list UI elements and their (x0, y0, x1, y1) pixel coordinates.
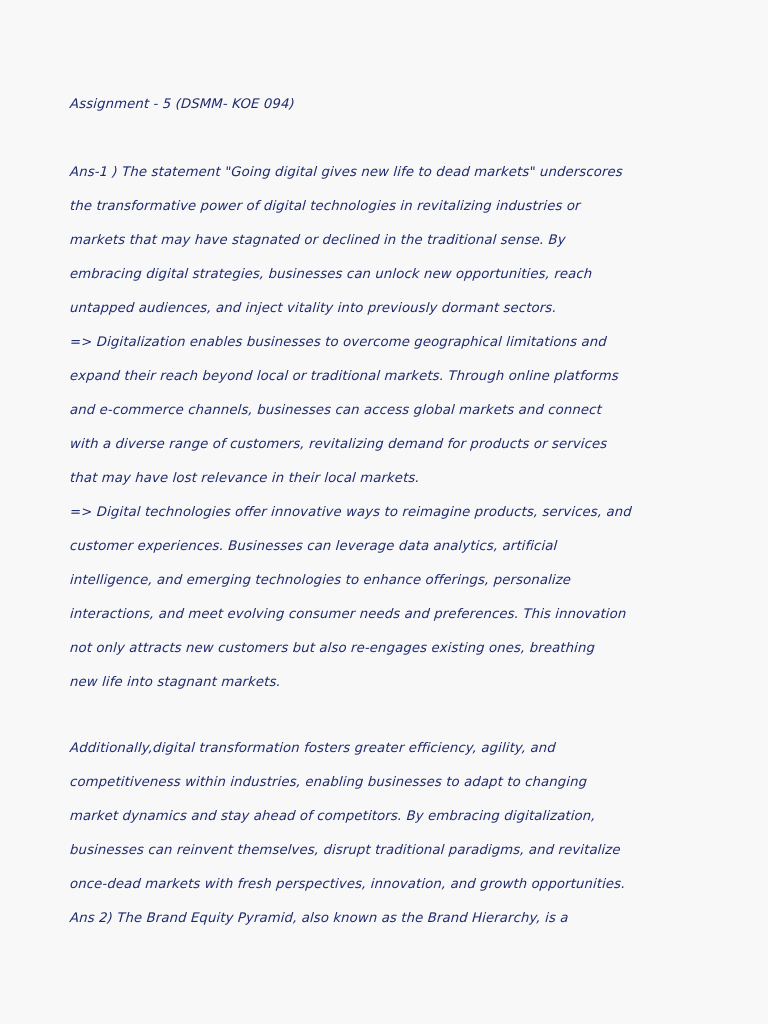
text-line: Ans-1 ) The statement "Going digital gives new life to dead markets" underscores (69, 165, 624, 180)
text-line: markets that may have stagnated or declined in the traditional sense. By (69, 233, 567, 248)
text-line: interactions, and meet evolving consumer needs and preferences. This innovation (69, 607, 627, 622)
text-line: expand their reach beyond local or traditional markets. Through online platforms (69, 369, 620, 384)
text-line: and e-commerce channels, businesses can access global markets and connect (69, 403, 603, 418)
text-line: competitiveness within industries, enabling businesses to adapt to changing (69, 775, 588, 790)
text-line: market dynamics and stay ahead of competitors. By embracing digitalization, (69, 809, 597, 824)
text-line: => Digitalization enables businesses to overcome geographical limitations and (69, 335, 608, 350)
text-line: the transformative power of digital technologies in revitalizing industries or (69, 199, 582, 214)
assignment-title: Assignment - 5 (DSMM- KOE 094) (69, 97, 296, 112)
text-line: customer experiences. Businesses can leverage data analytics, artificial (69, 539, 558, 554)
text-line: Additionally,digital transformation fosters greater efficiency, agility, and (69, 741, 557, 756)
text-line: businesses can reinvent themselves, disrupt traditional paradigms, and revitalize (69, 843, 622, 858)
text-line: Ans 2) The Brand Equity Pyramid, also known as the Brand Hierarchy, is a (69, 911, 570, 926)
text-line: with a diverse range of customers, revitalizing demand for products or services (69, 437, 608, 452)
text-line: new life into stagnant markets. (69, 675, 282, 690)
text-line: not only attracts new customers but also re-engages existing ones, breathing (69, 641, 596, 656)
text-line: untapped audiences, and inject vitality into previously dormant sectors. (69, 301, 558, 316)
text-line: that may have lost relevance in their local markets. (69, 471, 421, 486)
text-line: => Digital technologies offer innovative ways to reimagine products, services, and (69, 505, 633, 520)
text-line: embracing digital strategies, businesses can unlock new opportunities, reach (69, 267, 593, 282)
text-line: once-dead markets with fresh perspectives, innovation, and growth opportunities. (69, 877, 627, 892)
text-line: intelligence, and emerging technologies to enhance offerings, personalize (69, 573, 572, 588)
